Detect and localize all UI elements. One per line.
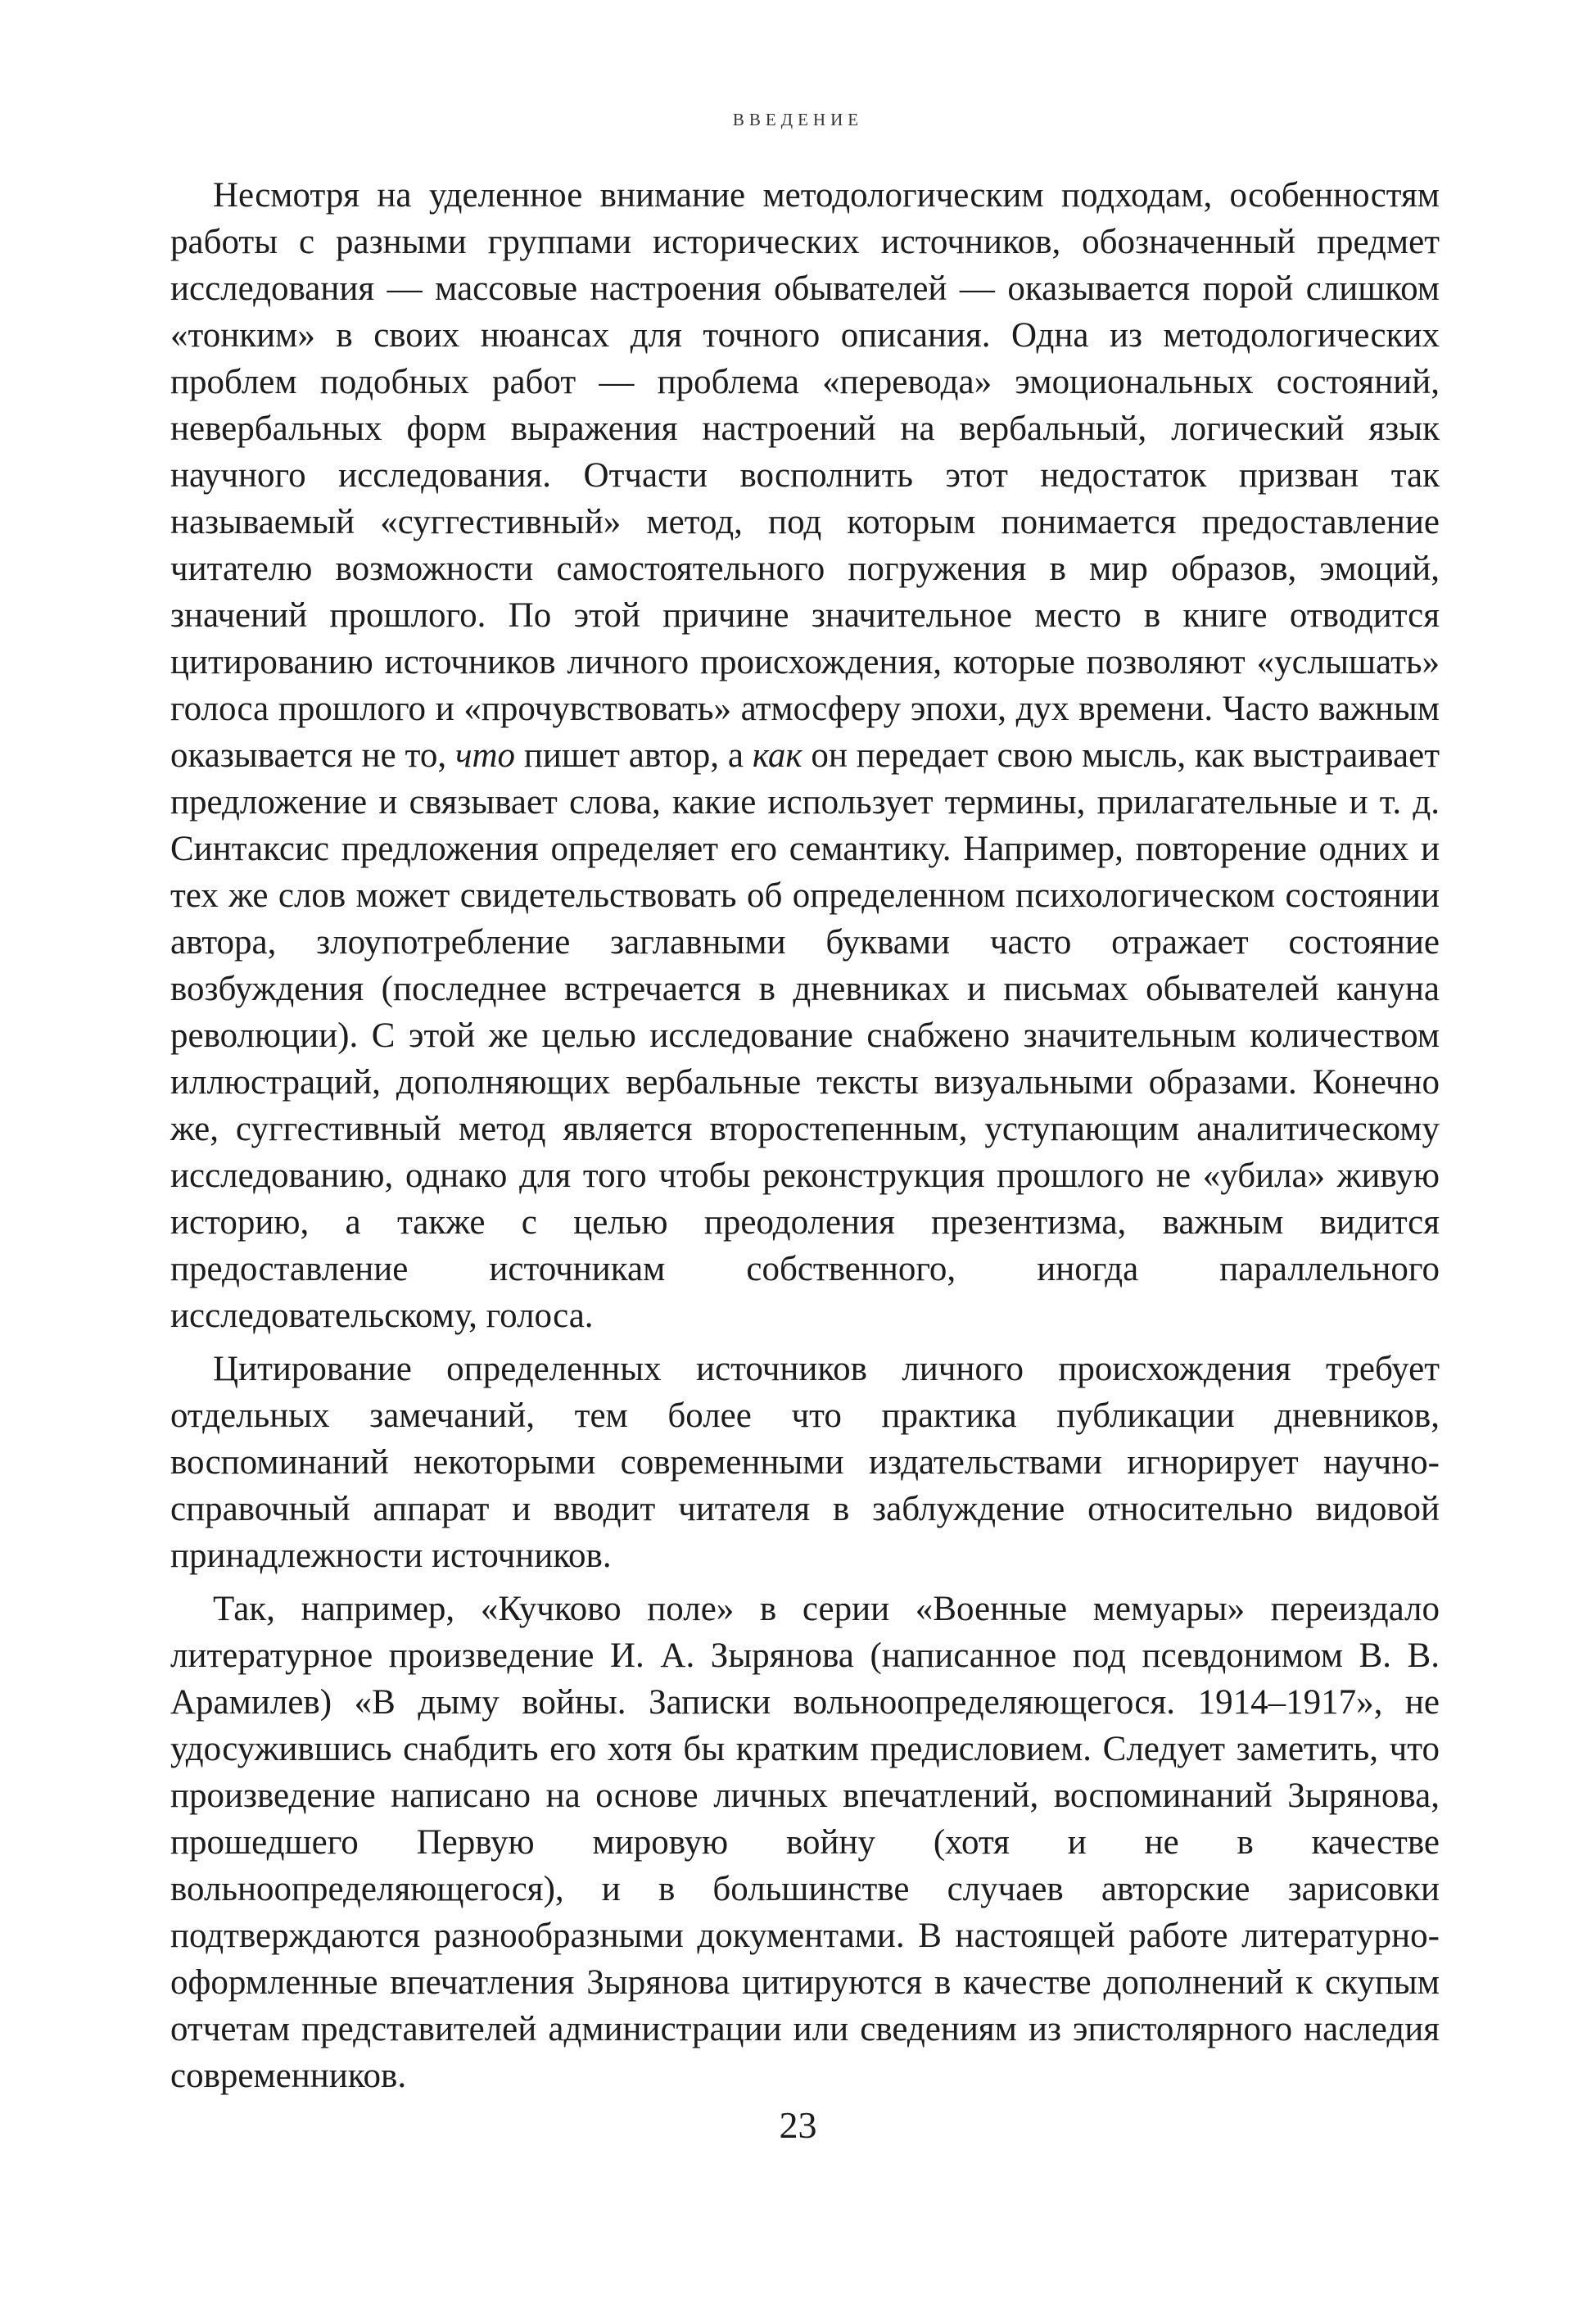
paragraph-zyryanov-example: Так, например, «Кучково поле» в серии «Военные мемуары» переиздало литературное произведение И. А. Зырянова (написанное под псевдонимом В. В. Арамилев) «В дыму войны. Записки вольноопределяющегося. 1914–1917», не удосужившись снабдить его хотя бы кратким предисловием. Следует заметить, что произведение написано на основе личных впечатлений, воспоминаний Зырянова, прошедшего Первую мировую войну (хотя и не в качестве вольноопределяющегося), и в большинстве случаев авторские зарисовки подтверждаются разнообразными документами. В настоящей работе литературно-оформленные впечатления Зырянова цитируются в качестве дополнений к скупым отчетам представителей администрации или сведениям из эпистолярного наследия современников. [170, 1590, 1440, 2095]
page-number: 23 [779, 2104, 817, 2146]
paragraph-text-segment: пишет автор, а [515, 736, 753, 775]
paragraph-methodology [170, 172, 1440, 1339]
body-text [170, 172, 1440, 2099]
running-head: ВВЕДЕНИЕ [732, 110, 864, 129]
paragraph-citation-notes: Цитирование определенных источников личного происхождения требует отдельных замечаний, тем более что практика публикации дневников, воспоминаний некоторыми современными издательствами игнорирует научно-справочный аппарат и вводит читателя в заблуждение относительно видовой принадлежности источников. [170, 1350, 1440, 1575]
emphasis-what: что [454, 736, 516, 775]
paragraph-text-segment: он передает свою мысль, как выстраивает предложение и связывает слова, какие использует термины, прилагательные и т. д. Синтаксис предложения определяет его семантику. Например, повторение одних и тех же слов может свидетельствовать об определенном психологическом состоянии автора, злоупотребление заглавными буквами часто отражает состояние возбуждения (последнее встречается в дневниках и письмах обывателей кануна революции). С этой же целью исследование снабжено значительным количеством иллюстраций, дополняющих вербальные тексты визуальными образами. Конечно же, суггестивный метод является второстепенным, уступающим аналитическому исследованию, однако для того чтобы реконструкция прошлого не «убила» живую историю, а также с целью преодоления презентизма, важным видится предоставление источникам собственного, иногда параллельного исследовательскому, голоса. [170, 736, 1440, 1335]
emphasis-how: как [752, 736, 803, 775]
paragraph-text-segment: Несмотря на уделенное внимание методологическим подходам, особенностям работы с разными группами исторических источников, обозначенный предмет исследования — массовые настроения обывателей — оказывается порой слишком «тонким» в своих нюансах для точного описания. Одна из методологических проблем подобных работ — проблема «перевода» эмоциональных состояний, невербальных форм выражения настроений на вербальный, логический язык научного исследования. Отчасти восполнить этот недостаток призван так называемый «суггестивный» метод, под которым понимается предоставление читателю возможности самостоятельного погружения в мир образов, эмоций, значений прошлого. По этой причине значительное место в книге отводится цитированию источников личного происхождения, которые позволяют «услышать» голоса прошлого и «прочувствовать» атмосферу эпохи, дух времени. Часто важным оказывается не то, [170, 176, 1440, 775]
